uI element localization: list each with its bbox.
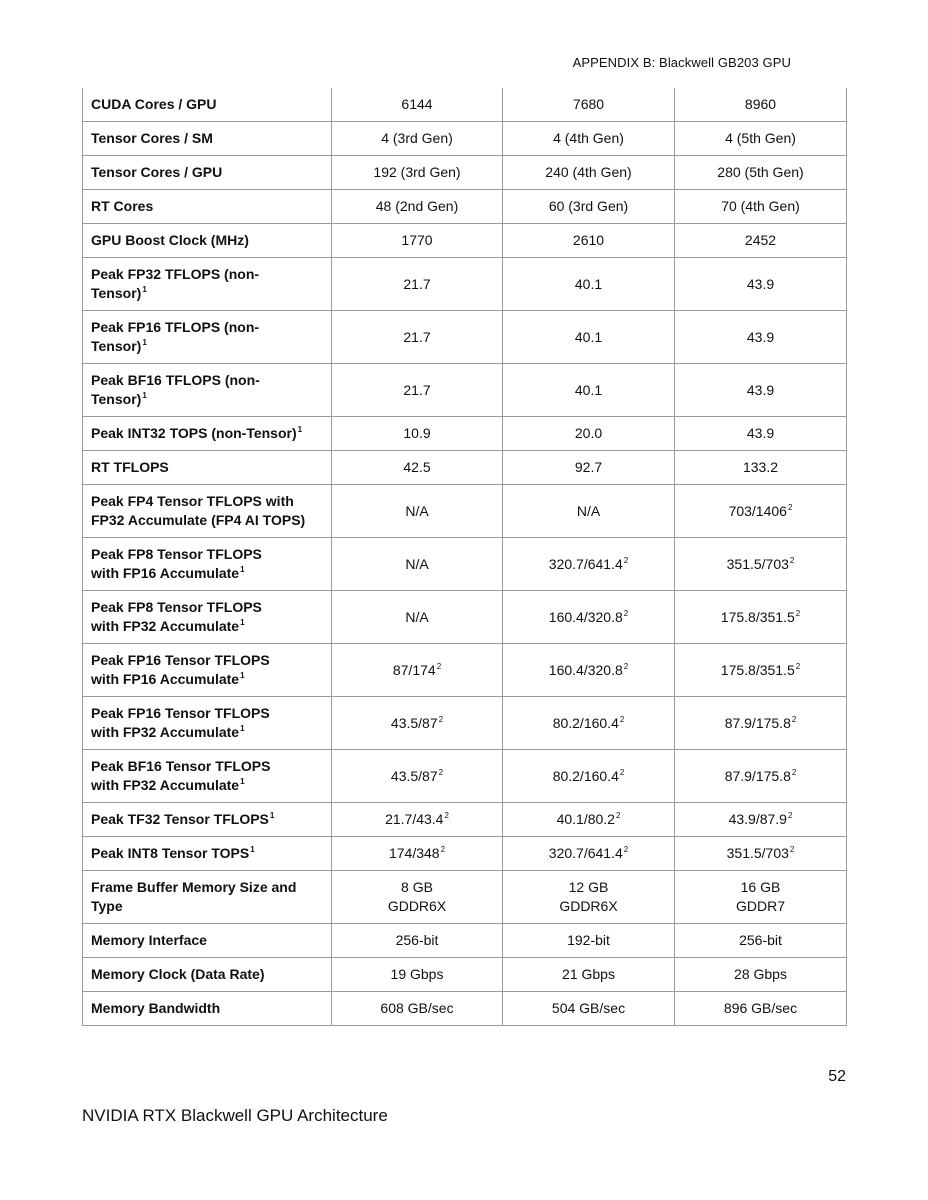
spec-value: N/A	[405, 502, 429, 519]
footnote-marker: 2	[440, 845, 446, 855]
row-label	[83, 122, 332, 156]
page-header: APPENDIX B: Blackwell GB203 GPU	[572, 55, 791, 70]
spec-value-cell	[675, 122, 847, 156]
table-row	[83, 258, 847, 311]
spec-value: 320.7/641.4	[548, 845, 623, 861]
row-label-line: Tensor)	[91, 338, 142, 354]
spec-value: GDDR6X	[387, 898, 447, 914]
spec-value-cell	[332, 644, 503, 697]
footnote-marker: 2	[619, 767, 625, 777]
footnote-marker: 2	[438, 767, 444, 777]
spec-value-cell	[675, 485, 847, 538]
spec-value: 12 GB	[568, 879, 609, 895]
spec-value-cell	[332, 258, 503, 311]
row-label-line: Frame Buffer Memory Size and	[91, 879, 297, 895]
row-label-line: Tensor)	[91, 285, 142, 301]
spec-value-cell	[503, 591, 675, 644]
spec-value-cell	[503, 697, 675, 750]
spec-value: 80.2/160.4	[552, 714, 619, 731]
row-label	[83, 417, 332, 451]
row-label-line: Memory Bandwidth	[91, 1000, 221, 1016]
spec-value: 60 (3rd Gen)	[548, 198, 629, 214]
table-row	[83, 992, 847, 1026]
spec-value: 48 (2nd Gen)	[375, 198, 459, 214]
row-label-line: RT Cores	[91, 198, 154, 214]
spec-value: 192-bit	[567, 932, 610, 948]
row-label	[83, 750, 332, 803]
spec-value: 703/1406	[728, 502, 787, 519]
table-row	[83, 224, 847, 258]
footnote-marker: 2	[623, 608, 629, 618]
spec-value-cell	[675, 311, 847, 364]
spec-value: 87/174	[392, 661, 436, 678]
spec-value: 160.4/320.8	[548, 608, 623, 625]
spec-value: 43.9	[746, 328, 775, 345]
footnote-marker: 2	[436, 661, 442, 671]
spec-value-cell	[332, 837, 503, 871]
spec-value-cell	[332, 697, 503, 750]
footnote-marker: 2	[615, 811, 621, 821]
spec-value: 43.9	[746, 275, 775, 292]
table-row	[83, 924, 847, 958]
spec-value: 16 GB	[740, 879, 781, 895]
table-row	[83, 871, 847, 924]
row-label-line: Peak FP16 Tensor TFLOPS	[91, 705, 270, 721]
row-label	[83, 591, 332, 644]
spec-value: 4 (3rd Gen)	[381, 130, 453, 146]
spec-value: 43.9	[746, 381, 775, 398]
spec-value-cell	[503, 871, 675, 924]
row-label-line: Type	[91, 898, 123, 914]
spec-value-cell	[503, 122, 675, 156]
spec-value: 43.9/87.9	[728, 811, 787, 827]
footnote-marker: 2	[619, 714, 625, 724]
row-label	[83, 958, 332, 992]
footnote-marker: 1	[142, 391, 147, 401]
page-number: 52	[828, 1068, 846, 1085]
spec-value-cell	[675, 224, 847, 258]
row-label	[83, 451, 332, 485]
spec-value-cell	[332, 485, 503, 538]
spec-value-cell	[675, 958, 847, 992]
spec-value: 4 (5th Gen)	[725, 130, 796, 146]
footnote-marker: 2	[787, 502, 793, 512]
table-row	[83, 190, 847, 224]
spec-value-cell	[675, 538, 847, 591]
row-label-line: with FP16 Accumulate	[91, 671, 240, 687]
spec-value: 43.5/87	[390, 767, 438, 784]
spec-value: 40.1	[574, 328, 603, 345]
spec-value-cell	[503, 837, 675, 871]
spec-value: N/A	[405, 608, 429, 625]
row-label-line: GPU Boost Clock (MHz)	[91, 232, 249, 248]
table-row	[83, 644, 847, 697]
spec-value-cell	[675, 190, 847, 224]
footnote-marker: 1	[240, 724, 245, 734]
spec-value: 256-bit	[395, 932, 439, 948]
row-label-line: Peak FP16 Tensor TFLOPS	[91, 652, 270, 668]
spec-value-cell	[675, 591, 847, 644]
table-row	[83, 538, 847, 591]
footnote-marker: 1	[240, 777, 245, 787]
spec-value-cell	[675, 156, 847, 190]
spec-value-cell	[503, 258, 675, 311]
spec-value: 174/348	[388, 845, 440, 861]
row-label	[83, 803, 332, 837]
spec-value: 43.9	[746, 425, 775, 441]
row-label	[83, 485, 332, 538]
footnote-marker: 2	[795, 661, 801, 671]
spec-value-cell	[675, 992, 847, 1026]
table-row	[83, 958, 847, 992]
spec-value-cell	[503, 88, 675, 122]
row-label-line: with FP32 Accumulate	[91, 777, 240, 793]
spec-value: 240 (4th Gen)	[545, 164, 632, 180]
spec-value: GDDR6X	[559, 898, 618, 914]
row-label	[83, 258, 332, 311]
row-label-line: with FP16 Accumulate	[91, 565, 240, 581]
row-label-line: Peak TF32 Tensor TFLOPS	[91, 811, 269, 827]
spec-value: 70 (4th Gen)	[721, 198, 800, 214]
spec-value: 160.4/320.8	[548, 661, 623, 678]
spec-value: 192 (3rd Gen)	[373, 164, 461, 180]
spec-value: 21.7	[403, 381, 431, 398]
spec-value-cell	[675, 417, 847, 451]
spec-value-cell	[503, 924, 675, 958]
spec-value-cell	[332, 750, 503, 803]
spec-value-cell	[675, 871, 847, 924]
footnote-marker: 2	[787, 811, 793, 821]
spec-value-cell	[675, 451, 847, 485]
spec-value-cell	[503, 364, 675, 417]
spec-value: 40.1	[574, 381, 603, 398]
spec-value: 2610	[572, 232, 605, 248]
spec-value-cell	[332, 591, 503, 644]
row-label-line: Peak BF16 Tensor TFLOPS	[91, 758, 271, 774]
footnote-marker: 2	[791, 714, 797, 724]
footnote-marker: 2	[623, 555, 629, 565]
spec-value-cell	[332, 871, 503, 924]
spec-value: 320.7/641.4	[548, 555, 623, 572]
spec-value-cell	[503, 485, 675, 538]
row-label	[83, 992, 332, 1026]
row-label-line: Peak FP8 Tensor TFLOPS	[91, 599, 262, 615]
table-row	[83, 156, 847, 190]
spec-value-cell	[332, 88, 503, 122]
spec-value-cell	[503, 644, 675, 697]
spec-value: 43.5/87	[390, 714, 438, 731]
row-label-line: Peak INT8 Tensor TOPS	[91, 845, 250, 861]
row-label	[83, 871, 332, 924]
row-label	[83, 156, 332, 190]
spec-value: 21.7	[403, 275, 431, 292]
spec-value-cell	[503, 451, 675, 485]
spec-value: 21.7/43.4	[385, 811, 444, 827]
spec-value-cell	[503, 538, 675, 591]
footnote-marker: 1	[269, 811, 275, 821]
spec-value-cell	[332, 417, 503, 451]
footnote-marker: 1	[250, 845, 255, 855]
footnote-marker: 2	[623, 845, 629, 855]
spec-value: 256-bit	[739, 932, 782, 948]
table-row	[83, 591, 847, 644]
table-row	[83, 364, 847, 417]
spec-value-cell	[675, 364, 847, 417]
spec-value: 4 (4th Gen)	[553, 130, 624, 146]
spec-value-cell	[503, 417, 675, 451]
spec-value: 40.1	[574, 275, 603, 292]
table-row	[83, 485, 847, 538]
spec-value-cell	[503, 992, 675, 1026]
spec-value: 40.1/80.2	[556, 811, 615, 827]
row-label-line: Peak INT32 TOPS (non-Tensor)	[91, 425, 297, 441]
footnote-marker: 1	[142, 338, 147, 348]
row-label-line: Peak FP8 Tensor TFLOPS	[91, 546, 262, 562]
spec-value: 80.2/160.4	[552, 767, 619, 784]
table-row	[83, 697, 847, 750]
spec-value-cell	[332, 992, 503, 1026]
spec-value-cell	[332, 924, 503, 958]
row-label-line: with FP32 Accumulate	[91, 618, 240, 634]
spec-value: 7680	[572, 96, 605, 112]
spec-value-cell	[675, 924, 847, 958]
table-row	[83, 750, 847, 803]
spec-value-cell	[332, 538, 503, 591]
spec-value-cell	[675, 644, 847, 697]
spec-value-cell	[503, 311, 675, 364]
spec-value: 8 GB	[401, 879, 433, 895]
row-label-line: Peak FP16 TFLOPS (non-	[91, 319, 260, 335]
spec-value-cell	[675, 750, 847, 803]
spec-value-cell	[675, 697, 847, 750]
footnote-marker: 2	[789, 555, 795, 565]
spec-value-cell	[675, 803, 847, 837]
spec-table	[82, 88, 847, 1026]
footnote-marker: 1	[142, 285, 147, 295]
spec-value: 351.5/703	[726, 845, 789, 861]
row-label-line: Tensor Cores / SM	[91, 130, 213, 146]
spec-value-cell	[332, 803, 503, 837]
table-row	[83, 451, 847, 485]
table-row	[83, 311, 847, 364]
footnote-marker: 2	[438, 714, 444, 724]
spec-value: N/A	[576, 502, 601, 519]
row-label-line: Peak BF16 TFLOPS (non-	[91, 372, 260, 388]
spec-value-cell	[332, 156, 503, 190]
row-label-line: CUDA Cores / GPU	[91, 96, 217, 112]
row-label	[83, 190, 332, 224]
row-label	[83, 644, 332, 697]
spec-value: 92.7	[574, 459, 603, 475]
spec-value-cell	[675, 88, 847, 122]
table-row	[83, 417, 847, 451]
spec-value: 2452	[744, 232, 777, 248]
spec-value: 133.2	[742, 459, 779, 475]
spec-value: 8960	[744, 96, 777, 112]
row-label-line: Memory Clock (Data Rate)	[91, 966, 265, 982]
spec-value-cell	[332, 311, 503, 364]
table-row	[83, 837, 847, 871]
row-label-line: Tensor Cores / GPU	[91, 164, 223, 180]
spec-value: 608 GB/sec	[380, 1000, 454, 1016]
spec-value-cell	[503, 224, 675, 258]
row-label-line: Tensor)	[91, 391, 142, 407]
footnote-marker: 2	[789, 845, 795, 855]
footnote-marker: 1	[297, 425, 303, 435]
table-row	[83, 803, 847, 837]
row-label	[83, 837, 332, 871]
spec-value-cell	[503, 958, 675, 992]
row-label	[83, 364, 332, 417]
footnote-marker: 1	[240, 671, 245, 681]
spec-value: N/A	[405, 555, 429, 572]
footnote-marker: 1	[240, 565, 245, 575]
table-row	[83, 122, 847, 156]
spec-value: 87.9/175.8	[724, 767, 791, 784]
spec-value: 87.9/175.8	[724, 714, 791, 731]
row-label-line: Peak FP32 TFLOPS (non-	[91, 266, 260, 282]
footnote-marker: 2	[795, 608, 801, 618]
spec-value: 21.7	[403, 328, 431, 345]
spec-value-cell	[675, 837, 847, 871]
row-label	[83, 224, 332, 258]
footnote-marker: 2	[623, 661, 629, 671]
spec-value-cell	[332, 224, 503, 258]
spec-value: 19 Gbps	[390, 966, 444, 982]
row-label	[83, 697, 332, 750]
spec-value: 504 GB/sec	[551, 1000, 626, 1016]
spec-value: 20.0	[574, 425, 603, 441]
spec-value: 351.5/703	[726, 555, 789, 572]
spec-table-body	[83, 88, 847, 1026]
spec-value-cell	[503, 156, 675, 190]
spec-value: 6144	[401, 96, 433, 112]
spec-value-cell	[332, 190, 503, 224]
row-label-line: with FP32 Accumulate	[91, 724, 240, 740]
row-label-line: RT TFLOPS	[91, 459, 169, 475]
spec-value: 896 GB/sec	[723, 1000, 798, 1016]
spec-value-cell	[503, 190, 675, 224]
row-label-line: Memory Interface	[91, 932, 207, 948]
spec-value: GDDR7	[735, 898, 785, 914]
spec-value: 42.5	[403, 459, 431, 475]
row-label-line: Peak FP4 Tensor TFLOPS with	[91, 493, 294, 509]
spec-value: 1770	[401, 232, 433, 248]
row-label	[83, 88, 332, 122]
row-label-line: FP32 Accumulate (FP4 AI TOPS)	[91, 512, 306, 528]
spec-value-cell	[675, 258, 847, 311]
spec-value-cell	[332, 122, 503, 156]
spec-value-cell	[332, 958, 503, 992]
spec-value: 280 (5th Gen)	[717, 164, 804, 180]
spec-value: 10.9	[403, 425, 431, 441]
table-row	[83, 88, 847, 122]
spec-value: 21 Gbps	[562, 966, 615, 982]
footnote-marker: 1	[240, 618, 245, 628]
spec-value-cell	[332, 364, 503, 417]
spec-value-cell	[503, 803, 675, 837]
row-label	[83, 311, 332, 364]
footnote-marker: 2	[791, 767, 797, 777]
spec-value: 175.8/351.5	[720, 608, 795, 625]
row-label	[83, 924, 332, 958]
footnote-marker: 2	[444, 811, 449, 821]
row-label	[83, 538, 332, 591]
spec-value-cell	[503, 750, 675, 803]
page-footer: NVIDIA RTX Blackwell GPU Architecture	[82, 1106, 388, 1125]
spec-value: 28 Gbps	[734, 966, 787, 982]
spec-value-cell	[332, 451, 503, 485]
spec-value: 175.8/351.5	[720, 661, 795, 678]
